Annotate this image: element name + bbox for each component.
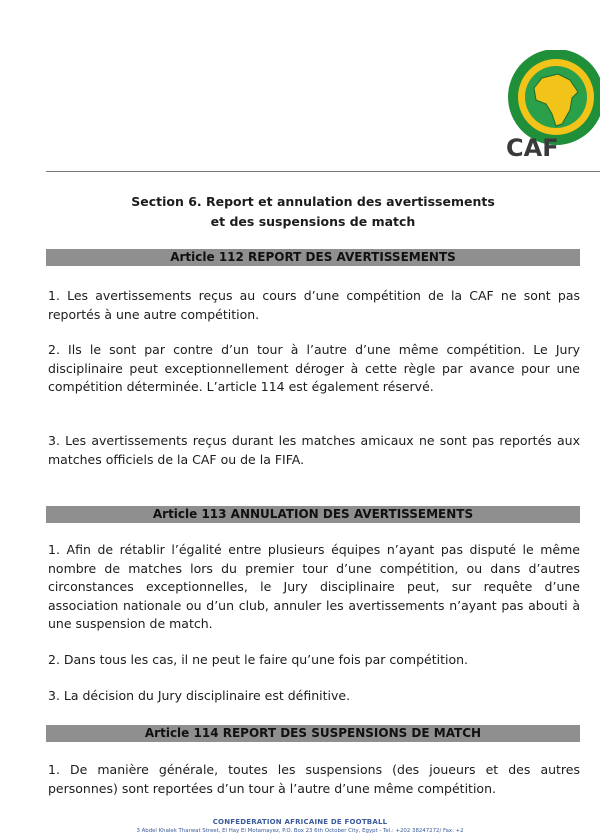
footer-address: 3 Abdel Khalek Tharwat Street, El Hay El Motamayez, P.O. Box 23 6th October City, Egypt - Tel.: +202 38247272/ Fax: +2 <box>136 828 464 834</box>
logo-text: CAF <box>506 134 559 162</box>
header-rule <box>46 171 600 172</box>
article-113-paragraph-2: 2. Dans tous les cas, il ne peut le faire qu’une fois par compétition. <box>48 652 468 667</box>
article-112-paragraph-3: 3. Les avertissements reçus durant les matches amicaux ne sont pas reportés aux matches officiels de la CAF ou de la FIFA. <box>48 433 580 467</box>
article-114-heading: Article 114 REPORT DES SUSPENSIONS DE MATCH <box>46 725 580 742</box>
article-113-paragraph-1: 1. Afin de rétablir l’égalité entre plusieurs équipes n’ayant pas disputé le même nombre de matches lors du premier tour d’une compétition, ou dans d’autres circonstances exceptionnelles, le Jury disciplinaire peut, sur requête d’une association nationale ou d’un club, annuler les avertissements n’ayant pas abouti à une suspension de match. <box>48 542 580 631</box>
article-112-heading: Article 112 REPORT DES AVERTISSEMENTS <box>46 249 580 266</box>
article-112-paragraph-2: 2. Ils le sont par contre d’un tour à l’autre d’une même compétition. Le Jury disciplinaire peut exceptionnellement déroger à cette règle par avance pour une compétition déterminée. L’article 114 est également réservé. <box>48 342 580 394</box>
section-title <box>46 192 580 232</box>
article-113-heading: Article 113 ANNULATION DES AVERTISSEMENTS <box>46 506 580 523</box>
section-title-line-2: et des suspensions de match <box>210 214 416 229</box>
page-footer <box>0 817 600 836</box>
article-112-paragraph-1: 1. Les avertissements reçus au cours d’une compétition de la CAF ne sont pas reportés à une autre compétition. <box>48 288 580 322</box>
article-114-paragraph-1: 1. De manière générale, toutes les suspensions (des joueurs et des autres personnes) sont reportées d’un tour à l’autre d’une même compétition. <box>48 762 580 796</box>
caf-logo <box>500 50 600 168</box>
article-113-paragraph-3: 3. La décision du Jury disciplinaire est définitive. <box>48 688 351 703</box>
section-title-line-1: Section 6. Report et annulation des avertissements <box>131 194 495 209</box>
footer-organization: CONFEDERATION AFRICAINE DE FOOTBALL <box>212 818 388 826</box>
